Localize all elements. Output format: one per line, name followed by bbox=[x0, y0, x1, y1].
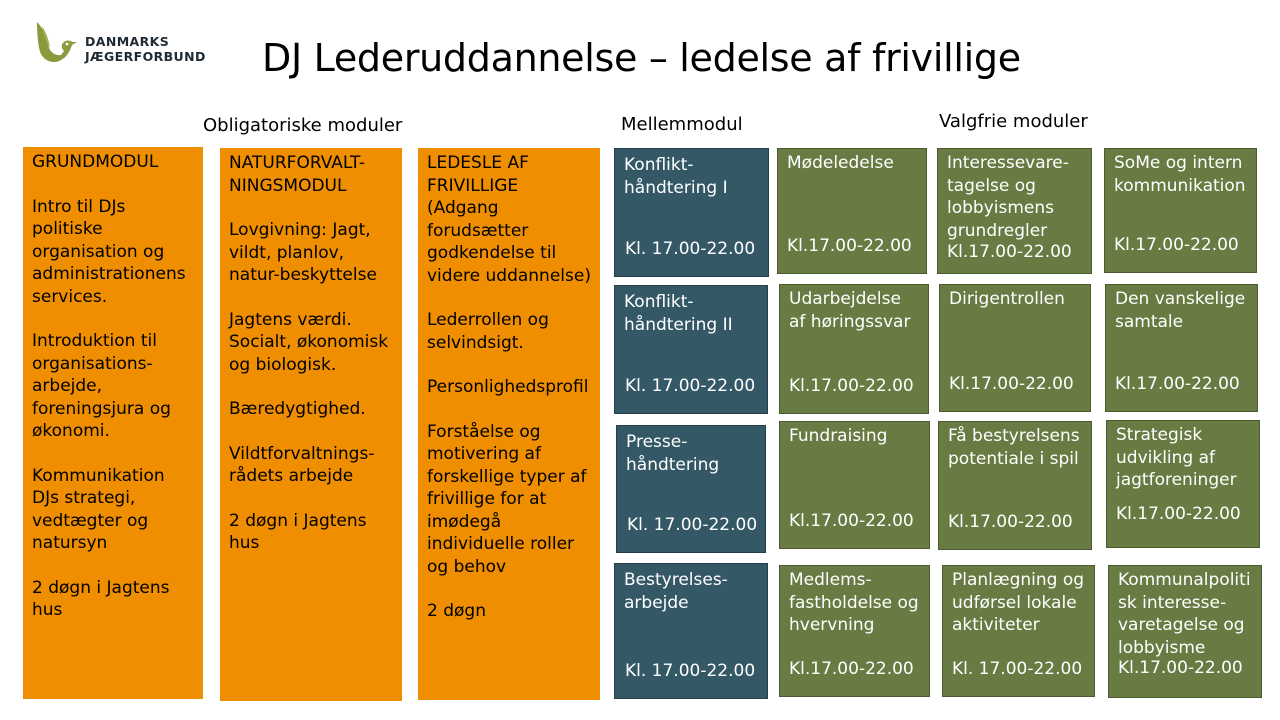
optional-module-2 bbox=[937, 148, 1092, 274]
line-gap bbox=[229, 287, 395, 309]
optional-module-5 bbox=[939, 284, 1091, 412]
optional-module-3-time: Kl.17.00-22.00 bbox=[1114, 234, 1239, 255]
text-line: videre uddannelse) bbox=[427, 265, 591, 286]
text-line: Få bestyrelsens bbox=[948, 426, 1080, 446]
line-gap bbox=[229, 421, 395, 443]
text-line: Konflikt- bbox=[624, 155, 694, 175]
optional-module-9 bbox=[1106, 420, 1260, 548]
text-line: Lovgivning: Jagt, bbox=[229, 220, 371, 240]
text-line: rådets arbejde bbox=[229, 466, 354, 486]
text-line: imødegå bbox=[427, 511, 502, 532]
middle-module-4 bbox=[614, 563, 768, 699]
optional-module-11 bbox=[942, 565, 1095, 697]
text-line: varetagelse og bbox=[1118, 615, 1245, 635]
text-line: forskellige typer af bbox=[427, 466, 587, 487]
optional-module-1-time: Kl.17.00-22.00 bbox=[787, 235, 912, 256]
text-line: 2 døgn bbox=[427, 601, 486, 621]
optional-module-9-time: Kl.17.00-22.00 bbox=[1116, 503, 1241, 524]
text-line: hvervning bbox=[789, 615, 875, 635]
line-gap bbox=[427, 399, 593, 421]
middle-module-2 bbox=[614, 285, 768, 414]
text-line: økonomi. bbox=[32, 421, 110, 441]
text-line: fastholdelse og bbox=[789, 592, 919, 613]
text-line: arbejde, bbox=[32, 376, 103, 396]
line-gap bbox=[427, 287, 593, 309]
text-line: Bestyrelses- bbox=[624, 570, 728, 590]
text-line: Udarbejdelse bbox=[789, 289, 901, 309]
text-line: forudsætter bbox=[427, 220, 529, 241]
page-title: DJ Lederuddannelse – ledelse af frivillige bbox=[262, 36, 1021, 80]
optional-module-5-time: Kl.17.00-22.00 bbox=[949, 373, 1074, 394]
optional-module-2-title bbox=[947, 152, 1084, 242]
middle-module-4-time: Kl. 17.00-22.00 bbox=[625, 660, 756, 681]
text-line: og behov bbox=[427, 556, 507, 577]
section-label-middle: Mellemmodul bbox=[621, 114, 743, 135]
text-line: arbejde bbox=[624, 592, 689, 613]
optional-module-6-time: Kl.17.00-22.00 bbox=[1115, 373, 1240, 394]
module-grundmodul-text bbox=[32, 151, 196, 622]
text-line: Jagtens værdi. bbox=[229, 309, 352, 330]
optional-module-4-title bbox=[789, 288, 921, 333]
module-naturforvaltning-text bbox=[229, 152, 395, 555]
line-gap bbox=[229, 376, 395, 398]
text-line: Kommunikation bbox=[32, 465, 165, 486]
optional-module-7 bbox=[779, 421, 930, 549]
line-gap bbox=[427, 578, 593, 600]
text-line: udførsel lokale bbox=[952, 592, 1077, 613]
text-line: Den vanskelige bbox=[1115, 289, 1246, 309]
text-line: services. bbox=[32, 286, 108, 307]
line-gap bbox=[229, 488, 395, 510]
text-line: kommunikation bbox=[1114, 175, 1246, 196]
text-line: jagtforeninger bbox=[1116, 470, 1237, 490]
text-line: individuelle roller bbox=[427, 534, 575, 554]
module-ledelse-frivillige-text bbox=[427, 152, 593, 623]
optional-module-7-time: Kl.17.00-22.00 bbox=[789, 510, 914, 531]
optional-module-10-time: Kl.17.00-22.00 bbox=[789, 658, 914, 679]
text-line: GRUNDMODUL bbox=[32, 152, 159, 172]
optional-module-10 bbox=[779, 565, 930, 697]
text-line: potentiale i spil bbox=[948, 448, 1079, 469]
text-line: Personlighedsprofil bbox=[427, 377, 589, 397]
text-line: håndtering I bbox=[624, 177, 728, 198]
text-line: Lederrollen og bbox=[427, 310, 549, 330]
optional-module-1-title bbox=[787, 152, 919, 175]
text-line: Socialt, økonomisk bbox=[229, 332, 389, 352]
line-gap bbox=[32, 555, 196, 577]
optional-module-11-time: Kl. 17.00-22.00 bbox=[952, 658, 1083, 679]
middle-module-3-time: Kl. 17.00-22.00 bbox=[627, 514, 758, 535]
optional-module-10-title bbox=[789, 569, 922, 637]
middle-module-4-title bbox=[624, 569, 760, 614]
optional-module-3-title bbox=[1114, 152, 1249, 197]
optional-module-3 bbox=[1104, 148, 1257, 273]
duck-icon bbox=[33, 18, 79, 68]
text-line: Dirigentrollen bbox=[949, 289, 1065, 309]
middle-module-1 bbox=[614, 148, 769, 277]
text-line: SoMe og intern bbox=[1114, 153, 1243, 173]
optional-module-7-title bbox=[789, 425, 922, 448]
text-line: Vildtforvaltnings- bbox=[229, 443, 375, 464]
middle-module-2-title bbox=[624, 291, 760, 336]
optional-module-1 bbox=[777, 148, 927, 274]
optional-module-6 bbox=[1105, 284, 1258, 412]
text-line: foreningsjura og bbox=[32, 398, 171, 419]
text-line: Forståelse og bbox=[427, 421, 541, 442]
section-label-optional: Valgfrie moduler bbox=[939, 111, 1088, 132]
optional-module-4-time: Kl.17.00-22.00 bbox=[789, 375, 914, 396]
optional-module-8 bbox=[938, 421, 1092, 550]
text-line: selvindsigt. bbox=[427, 332, 524, 353]
text-line: grundregler bbox=[947, 220, 1048, 241]
line-gap bbox=[427, 354, 593, 376]
optional-module-8-title bbox=[948, 425, 1084, 470]
logo-text-line2: JÆGERFORBUND bbox=[85, 49, 206, 64]
text-line: Presse- bbox=[626, 432, 688, 452]
text-line: udvikling af bbox=[1116, 447, 1216, 468]
text-line: Medlems- bbox=[789, 570, 872, 590]
logo bbox=[33, 18, 223, 70]
optional-module-11-title bbox=[952, 569, 1087, 637]
text-line: politiske bbox=[32, 219, 103, 239]
optional-module-9-title bbox=[1116, 424, 1252, 492]
text-line: FRIVILLIGE bbox=[427, 175, 519, 196]
text-line: motivering af bbox=[427, 444, 541, 464]
middle-module-1-title bbox=[624, 154, 761, 199]
text-line: vedtægter og bbox=[32, 510, 149, 531]
module-ledelse-frivillige bbox=[418, 148, 600, 700]
middle-module-3-title bbox=[626, 431, 758, 476]
line-gap bbox=[32, 174, 196, 196]
text-line: Mødeledelse bbox=[787, 153, 894, 173]
text-line: 2 døgn i Jagtens bbox=[229, 510, 367, 531]
text-line: Bæredygtighed. bbox=[229, 399, 366, 419]
text-line: organisations- bbox=[32, 353, 153, 374]
text-line: organisation og bbox=[32, 241, 165, 262]
text-line: Intro til DJs bbox=[32, 196, 126, 217]
text-line: vildt, planlov, bbox=[229, 242, 345, 263]
optional-module-12-title bbox=[1118, 569, 1254, 659]
optional-module-2-time: Kl.17.00-22.00 bbox=[947, 241, 1072, 262]
text-line: samtale bbox=[1115, 311, 1184, 332]
optional-module-4 bbox=[779, 284, 929, 414]
text-line: DJs strategi, bbox=[32, 488, 136, 508]
optional-module-5-title bbox=[949, 288, 1083, 311]
text-line: 2 døgn i Jagtens bbox=[32, 577, 170, 598]
text-line: natur-beskyttelse bbox=[229, 265, 377, 285]
text-line: håndtering II bbox=[624, 314, 733, 335]
middle-module-1-time: Kl. 17.00-22.00 bbox=[625, 238, 756, 259]
text-line: Konflikt- bbox=[624, 292, 694, 312]
text-line: Kommunalpoliti bbox=[1118, 570, 1251, 590]
text-line: Fundraising bbox=[789, 426, 888, 446]
text-line: natursyn bbox=[32, 533, 108, 553]
line-gap bbox=[229, 197, 395, 219]
text-line: tagelse og bbox=[947, 175, 1036, 196]
optional-module-12 bbox=[1108, 565, 1262, 698]
text-line: NATURFORVALT- bbox=[229, 153, 365, 173]
middle-module-3 bbox=[616, 425, 766, 553]
text-line: sk interesse- bbox=[1118, 592, 1227, 613]
text-line: LEDESLE AF bbox=[427, 153, 529, 173]
text-line: og biologisk. bbox=[229, 354, 337, 375]
module-naturforvaltning bbox=[220, 148, 402, 701]
text-line: Interessevare- bbox=[947, 153, 1069, 173]
text-line: (Adgang bbox=[427, 198, 499, 218]
module-grundmodul bbox=[23, 147, 203, 699]
text-line: hus bbox=[32, 600, 63, 620]
text-line: af høringssvar bbox=[789, 311, 911, 332]
text-line: hus bbox=[229, 533, 260, 553]
logo-text-line1: DANMARKS bbox=[85, 34, 170, 49]
text-line: administrationens bbox=[32, 264, 186, 284]
text-line: NINGSMODUL bbox=[229, 175, 347, 196]
text-line: Introduktion til bbox=[32, 331, 157, 351]
text-line: frivillige for at bbox=[427, 489, 547, 509]
section-label-mandatory: Obligatoriske moduler bbox=[203, 115, 403, 136]
line-gap bbox=[32, 443, 196, 465]
text-line: Strategisk bbox=[1116, 425, 1203, 445]
optional-module-8-time: Kl.17.00-22.00 bbox=[948, 511, 1073, 532]
line-gap bbox=[32, 308, 196, 330]
text-line: håndtering bbox=[626, 454, 720, 475]
text-line: godkendelse til bbox=[427, 243, 557, 263]
middle-module-2-time: Kl. 17.00-22.00 bbox=[625, 375, 756, 396]
text-line: aktiviteter bbox=[952, 615, 1040, 635]
optional-module-12-time: Kl.17.00-22.00 bbox=[1118, 657, 1243, 678]
text-line: lobbyisme bbox=[1118, 637, 1206, 658]
text-line: lobbyismens bbox=[947, 198, 1054, 218]
optional-module-6-title bbox=[1115, 288, 1250, 333]
text-line: Planlægning og bbox=[952, 570, 1085, 590]
